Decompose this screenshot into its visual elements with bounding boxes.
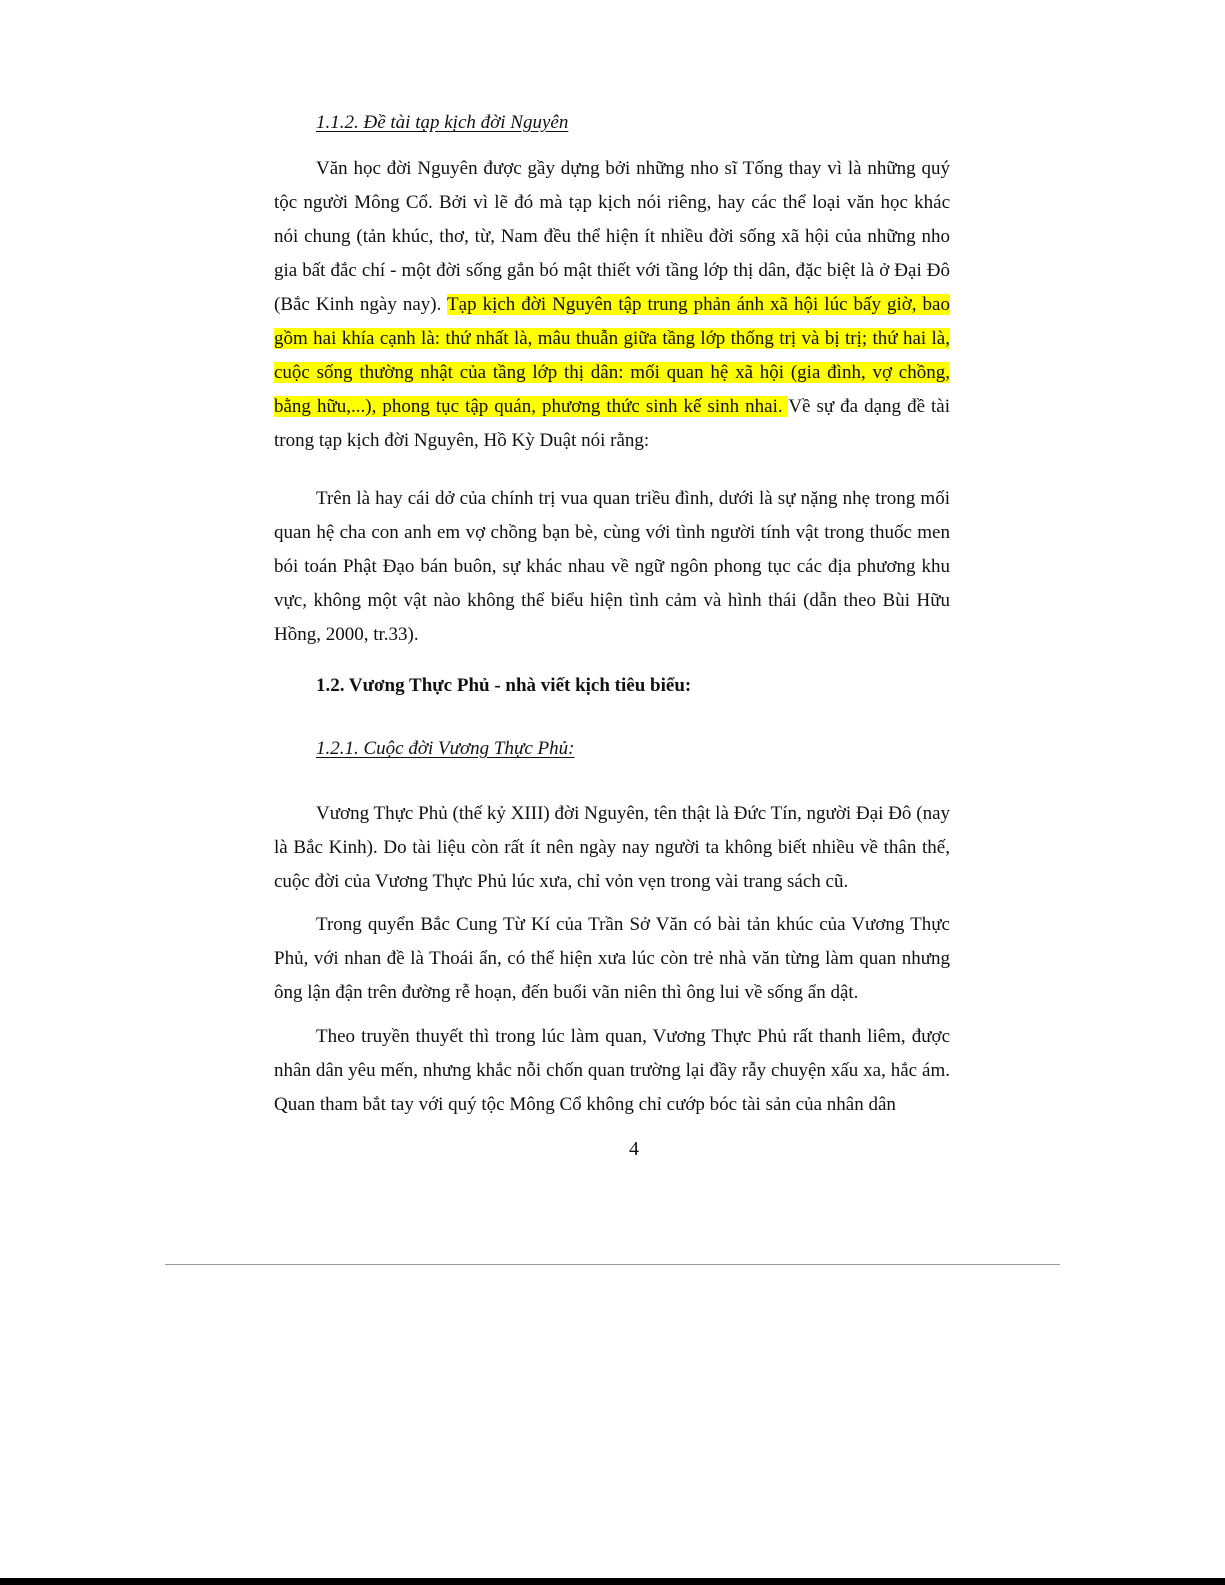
subsection-heading-1-2-1: 1.2.1. Cuộc đời Vương Thực Phủ: xyxy=(316,738,575,759)
page-break-divider xyxy=(165,1264,1060,1265)
bottom-border xyxy=(0,1578,1225,1585)
paragraph-topic-intro xyxy=(274,152,950,458)
subsection-heading-1-1-2: 1.1.2. Đề tài tạp kịch đời Nguyên xyxy=(316,112,569,133)
paragraph-bac-cung: Trong quyển Bắc Cung Từ Kí của Trần Sở Văn có bài tản khúc của Vương Thực Phủ, với nhan đề là Thoái ẩn, có thể hiện xưa lúc còn trẻ nhà văn từng làm quan nhưng ông lận đận trên đường rễ hoạn, đến buổi vãn niên thì ông lui về sống ẩn dật. xyxy=(274,914,950,1003)
paragraph-text: Văn học đời Nguyên được gầy dựng bởi những nho sĩ Tống thay vì là những quý tộc người Mông Cổ. Bởi vì lẽ đó mà tạp kịch nói riêng, hay các thể loại văn học khác nói chung (tản khúc, thơ, từ, Nam đều thể hiện ít nhiều đời sống xã hội của những nho gia bất đắc chí - một đời sống gắn bó mật thiết với tầng lớp thị dân, đặc biệt là ở Đại Đô (Bắc Kinh ngày nay). xyxy=(274,158,950,315)
highlighted-text: Tạp kịch đời Nguyên tập trung phản ánh xã hội lúc bấy giờ, bao gồm hai khía cạnh là: thứ nhất là, mâu thuẫn giữa tầng lớp thống trị và bị trị; thứ hai là, cuộc sống thường nhật của tầng lớp thị dân: mối quan hệ xã hội (gia đình, vợ chồng, bằng hữu,...), phong tục tập quán, phương thức sinh kế sinh nhai. xyxy=(274,294,950,417)
paragraph-biography: Vương Thực Phủ (thế kỷ XIII) đời Nguyên, tên thật là Đức Tín, người Đại Đô (nay là Bắc Kinh). Do tài liệu còn rất ít nên ngày nay người ta không biết nhiều về thân thế, cuộc đời của Vương Thực Phủ lúc xưa, chỉ vỏn vẹn trong vài trang sách cũ. xyxy=(274,803,950,892)
paragraph-text: Về sự đa dạng đề tài trong tạp kịch đời Nguyên, Hồ Kỳ Duật nói rằng: xyxy=(274,396,951,451)
page-number: 4 xyxy=(629,1138,639,1160)
paragraph-legend: Theo truyền thuyết thì trong lúc làm quan, Vương Thực Phủ rất thanh liêm, được nhân dân yêu mến, nhưng khắc nỗi chốn quan trường lại đầy rẫy chuyện xấu xa, hắc ám. Quan tham bắt tay với quý tộc Mông Cổ không chỉ cướp bóc tài sản của nhân dân xyxy=(274,1026,950,1115)
section-heading-1-2: 1.2. Vương Thực Phủ - nhà viết kịch tiêu biểu: xyxy=(316,675,692,696)
quotation-paragraph: Trên là hay cái dở của chính trị vua quan triều đình, dưới là sự nặng nhẹ trong mối quan hệ cha con anh em vợ chồng bạn bè, cùng với tình người tính vật trong thuốc men bói toán Phật Đạo bán buôn, sự khác nhau về ngữ ngôn phong tục các địa phương khu vực, không một vật nào không thể biểu hiện tình cảm và hình thái (dẫn theo Bùi Hữu Hồng, 2000, tr.33). xyxy=(274,488,950,645)
